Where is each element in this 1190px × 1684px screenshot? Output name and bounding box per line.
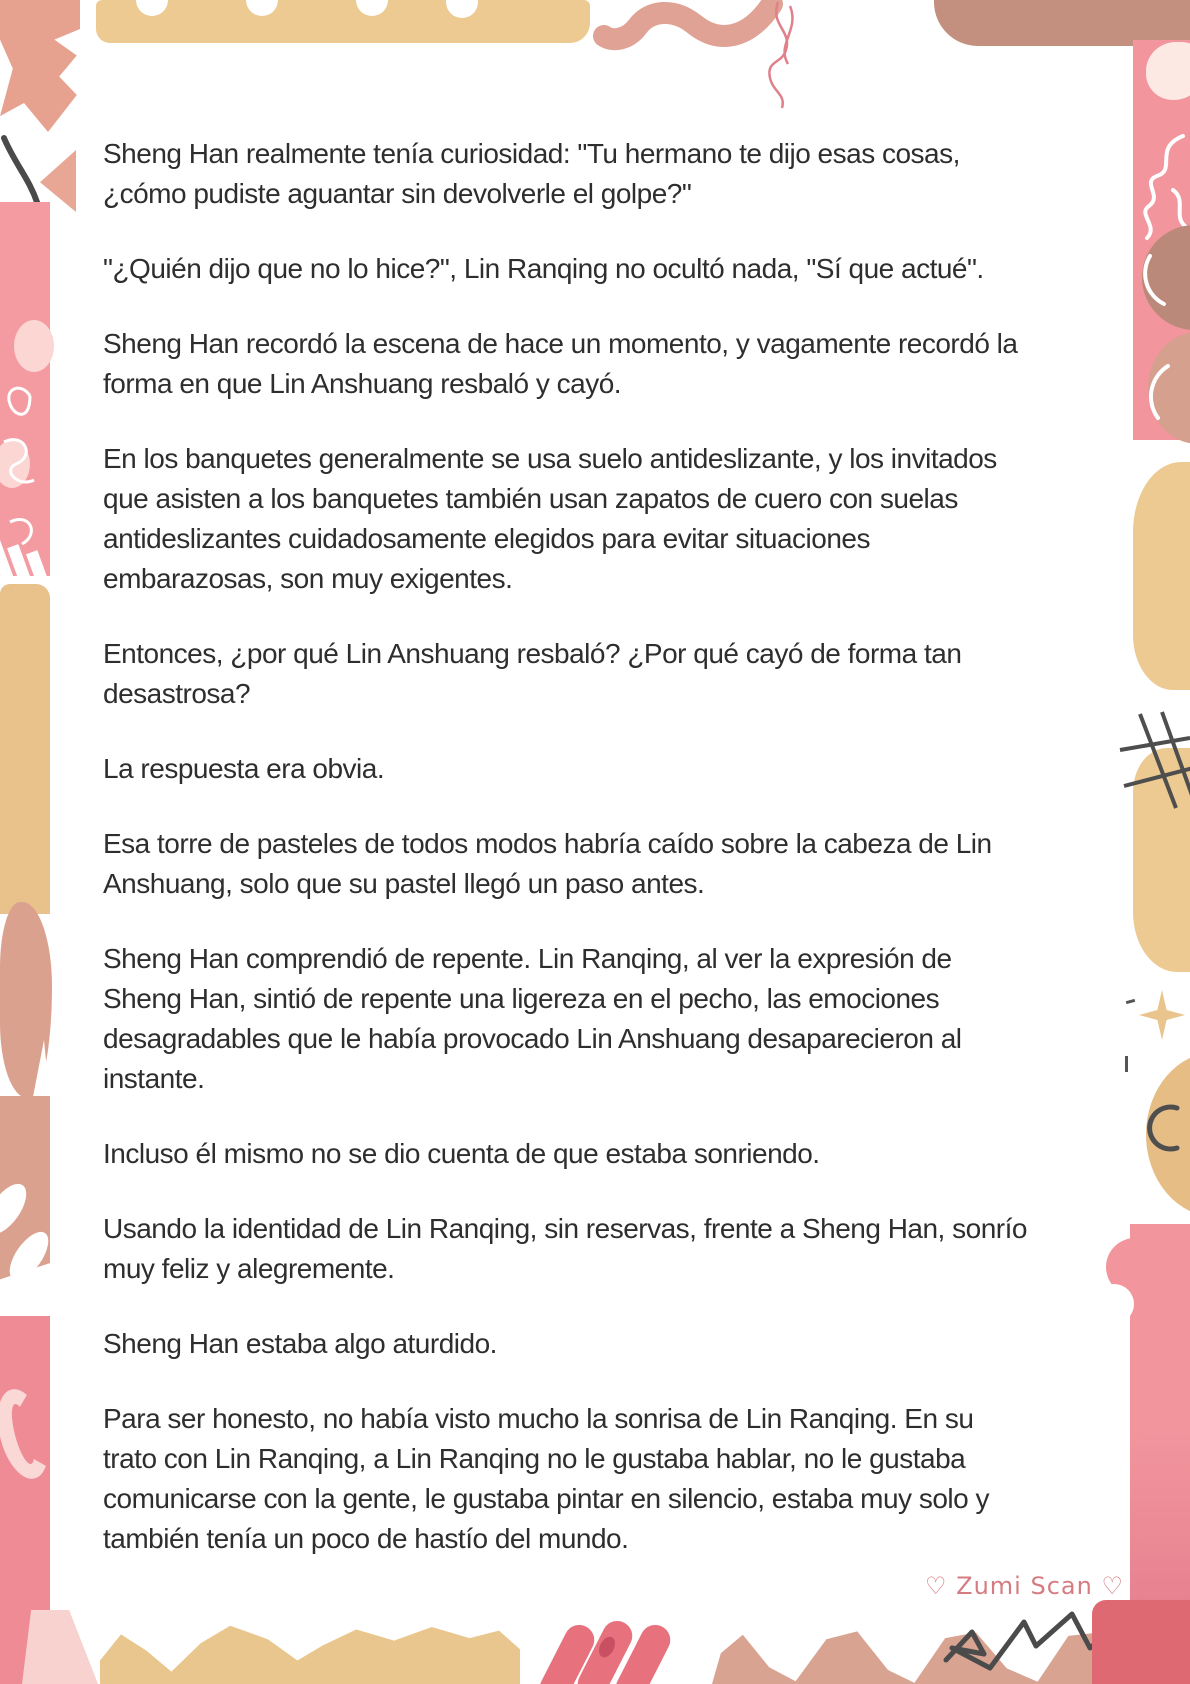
- decor-sparkle-icon: [1139, 990, 1185, 1040]
- paragraph-5: Entonces, ¿por qué Lin Anshuang resbaló? ¿Por qué cayó de forma tan desastrosa?: [103, 638, 962, 709]
- paragraph-2: "¿Quién dijo que no lo hice?", Lin Ranqing no ocultó nada, "Sí que actué".: [103, 253, 984, 284]
- page-content: [103, 134, 1033, 1594]
- decor-left-tan-column: [0, 584, 50, 914]
- paragraph-8: Sheng Han comprendió de repente. Lin Ranqing, al ver la expresión de Sheng Han, sintió de repente una ligereza en el pecho, las emociones desagradables que le había provocado Lin Anshuang desaparecieron al instante.: [103, 943, 962, 1094]
- paragraph-6: La respuesta era obvia.: [103, 753, 385, 784]
- decor-pink-blob-notch: [1094, 1284, 1134, 1324]
- decor-c-sketch: [1133, 1102, 1190, 1158]
- paragraph-11: Sheng Han estaba algo aturdido.: [103, 1328, 497, 1359]
- decor-right-berry-2-highlight: [1152, 360, 1190, 424]
- paragraph-10: Usando la identidad de Lin Ranqing, sin reservas, frente a Sheng Han, sonrío muy feliz y alegremente.: [103, 1213, 1027, 1284]
- decor-left-light-blob-1: [14, 320, 54, 372]
- decor-bottom-tan-blobs: [100, 1622, 520, 1684]
- decor-tick-mark-1: [1126, 999, 1135, 1004]
- decor-top-left-salmon-blob: [0, 0, 80, 132]
- paragraph-7: Esa torre de pasteles de todos modos habría caído sobre la cabeza de Lin Anshuang, solo que su pastel llegó un paso antes.: [103, 828, 992, 899]
- paragraph-1: Sheng Han realmente tenía curiosidad: "Tu hermano te dijo esas cosas, ¿cómo pudiste aguantar sin devolverle el golpe?": [103, 138, 960, 209]
- paragraph-4: En los banquetes generalmente se usa suelo antideslizante, y los invitados que asisten a los banquetes también usan zapatos de cuero con suelas antideslizantes cuidadosamente elegidos para evitar situaciones embarazosas, son muy exigentes.: [103, 443, 997, 594]
- decor-bottom-light-wedge: [22, 1610, 98, 1684]
- decor-top-thread-squiggle: [742, 0, 817, 112]
- decor-top-tan-scallop: [96, 0, 590, 43]
- paragraph-12: Para ser honesto, no había visto mucho la sonrisa de Lin Ranqing. En su trato con Lin Ranqing, a Lin Ranqing no le gustaba hablar, no le gustaba comunicarse con la gente, le gustaba pintar en silencio, estaba muy solo y también tenía un poco de hastío del mundo.: [103, 1403, 989, 1554]
- scan-credit: ♡ Zumi Scan ♡: [925, 1572, 1124, 1600]
- decor-tick-mark-2: [1125, 1056, 1128, 1072]
- decor-bottom-red-block: [1092, 1600, 1190, 1684]
- paragraph-3: Sheng Han recordó la escena de hace un momento, y vagamente recordó la forma en que Lin Anshuang resbaló y cayó.: [103, 328, 1018, 399]
- paragraph-9: Incluso él mismo no se dio cuenta de que estaba sonriendo.: [103, 1138, 820, 1169]
- decor-hash-sketch: [1118, 712, 1190, 837]
- decor-right-berry-1-highlight: [1146, 250, 1186, 310]
- decor-right-tan-shape-1: [1133, 462, 1190, 690]
